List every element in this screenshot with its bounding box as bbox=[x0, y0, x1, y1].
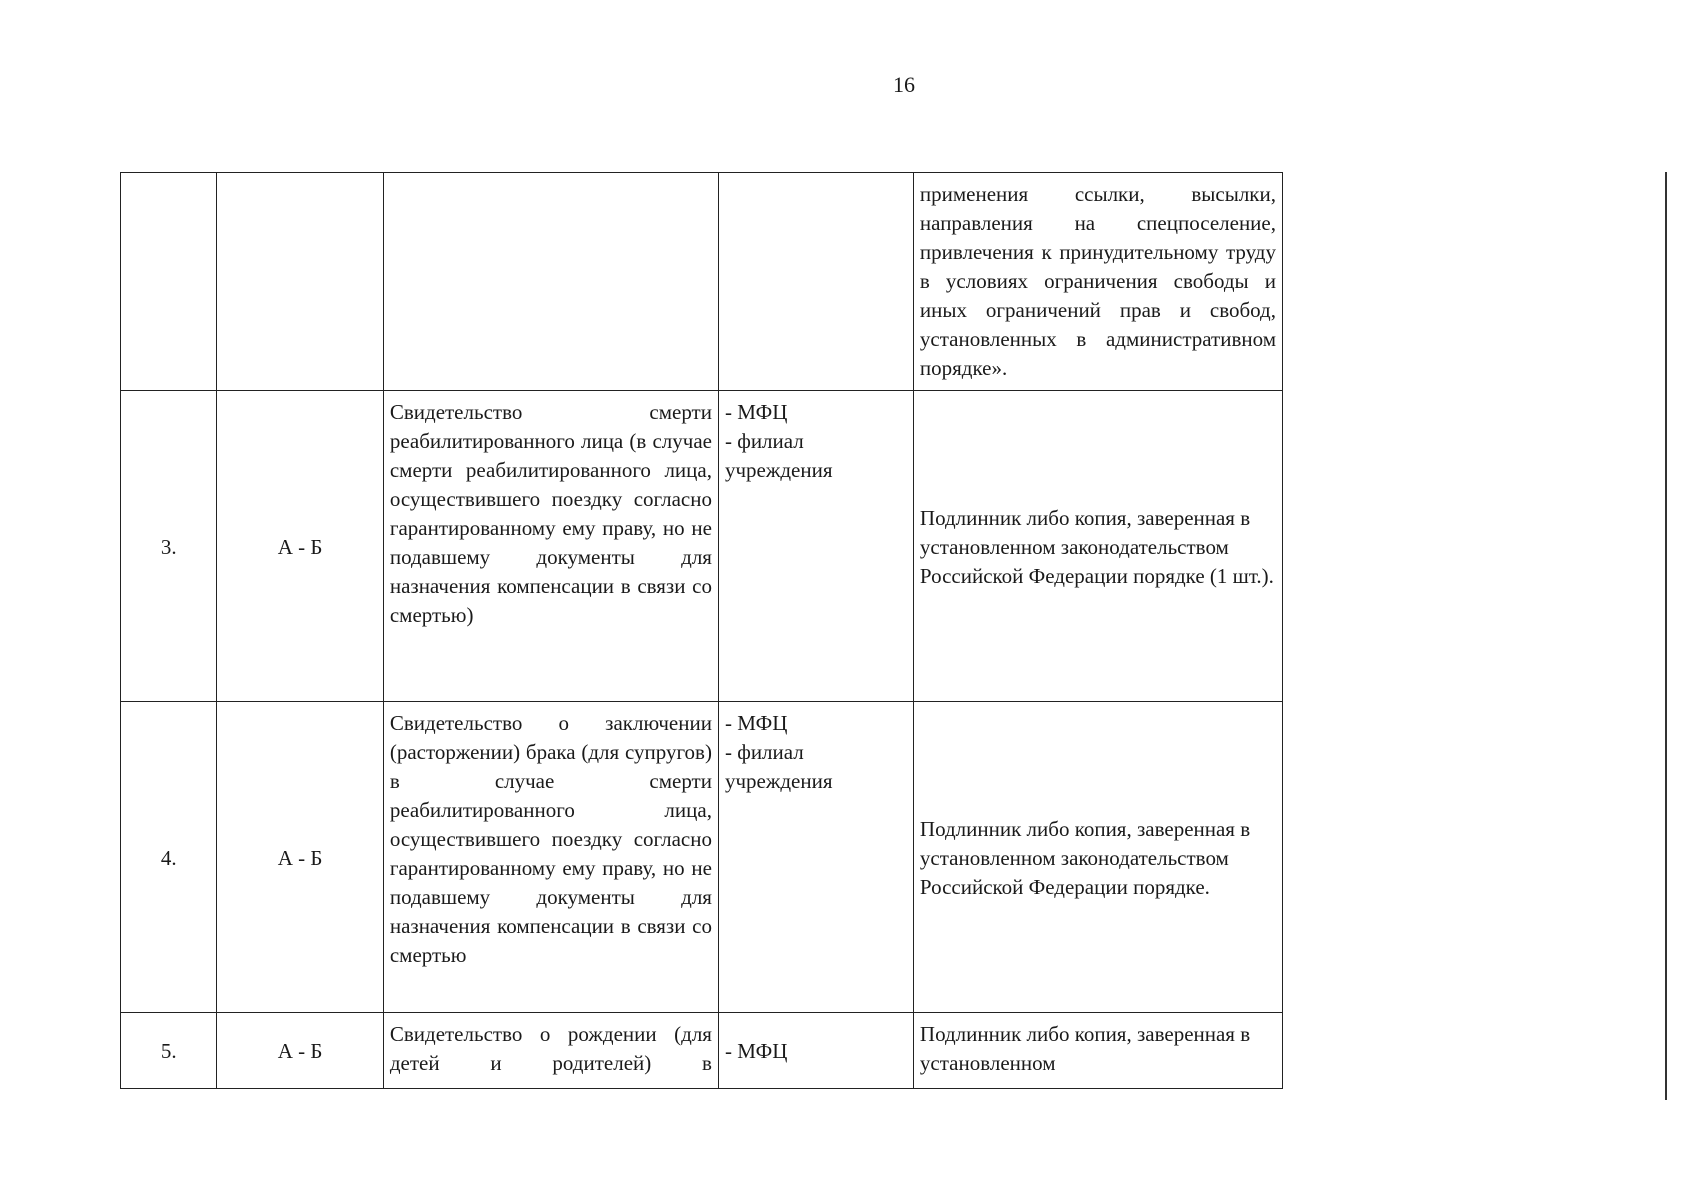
place-line: учреждения bbox=[724, 458, 833, 482]
table-row bbox=[121, 391, 1283, 702]
table-row bbox=[121, 702, 1283, 1013]
page-number: 16 bbox=[893, 72, 915, 97]
documents-table bbox=[120, 172, 1283, 1089]
row-number-cell bbox=[121, 173, 217, 391]
document-cell bbox=[383, 173, 718, 391]
category-cell bbox=[217, 173, 383, 391]
place-cell bbox=[718, 702, 913, 1013]
category-cell: А - Б bbox=[217, 702, 383, 1013]
requirement-cell: применения ссылки, высылки, направления на спецпоселение, привлечения к принудительному труду в условиях ограничения свободы и иных ограничений прав и свобод, установленных в административном порядке». bbox=[913, 173, 1282, 391]
place-cell bbox=[718, 1013, 913, 1089]
margin-line bbox=[1665, 172, 1667, 1100]
table-row bbox=[121, 173, 1283, 391]
place-cell bbox=[718, 391, 913, 702]
category-cell: А - Б bbox=[217, 391, 383, 702]
place-line: - филиал bbox=[724, 740, 804, 764]
requirement-cell: Подлинник либо копия, заверенная в установленном bbox=[913, 1013, 1282, 1089]
document-cell: Свидетельство смерти реабилитированного лица (в случае смерти реабилитированного лица, осуществившего поездку согласно гарантированному ему праву, но не подавшему документы для назначения компенсации в связи со смертью) bbox=[383, 391, 718, 702]
row-number-cell: 5. bbox=[121, 1013, 217, 1089]
requirement-cell: Подлинник либо копия, заверенная в установленном законодательством Российской Федерации порядке (1 шт.). bbox=[913, 391, 1282, 702]
place-line: учреждения bbox=[724, 769, 833, 793]
document-cell: Свидетельство о рождении (для детей и родителей) в bbox=[383, 1013, 718, 1089]
row-number-cell: 3. bbox=[121, 391, 217, 702]
place-line: - МФЦ bbox=[724, 1039, 788, 1063]
row-number-cell: 4. bbox=[121, 702, 217, 1013]
document-cell: Свидетельство о заключении (расторжении) брака (для супругов) в случае смерти реабилитированного лица, осуществившего поездку согласно гарантированному ему праву, но не подавшему документы для назначения компенсации в связи со смертью bbox=[383, 702, 718, 1013]
requirement-cell: Подлинник либо копия, заверенная в установленном законодательством Российской Федерации порядке. bbox=[913, 702, 1282, 1013]
table-row bbox=[121, 1013, 1283, 1089]
place-line: - МФЦ bbox=[724, 711, 788, 735]
place-cell bbox=[718, 173, 913, 391]
category-cell: А - Б bbox=[217, 1013, 383, 1089]
place-line: - МФЦ bbox=[724, 400, 788, 424]
place-line: - филиал bbox=[724, 429, 804, 453]
